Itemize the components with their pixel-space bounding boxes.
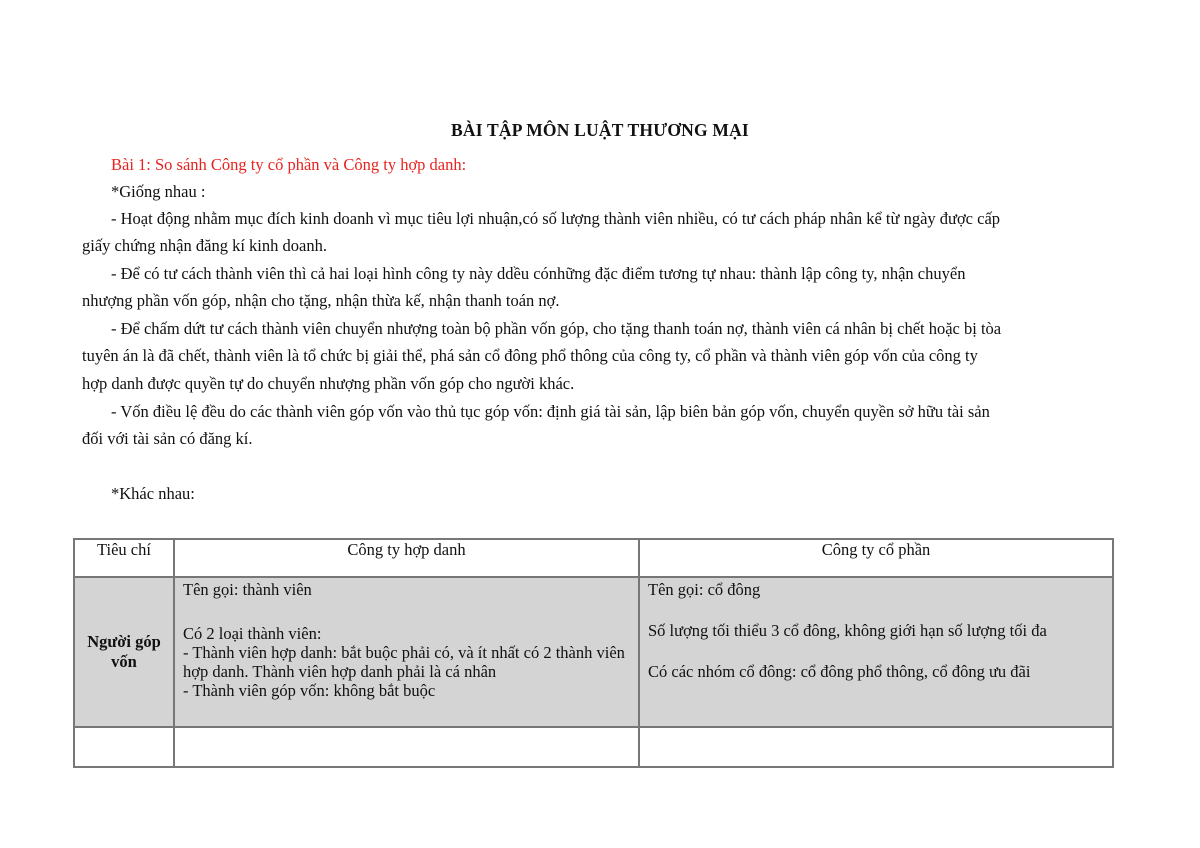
cell-text: Tên gọi: cổ đông <box>648 580 761 599</box>
different-label: *Khác nhau: <box>111 484 195 503</box>
paragraph-line: tuyên án là đã chết, thành viên là tổ chức bị giải thể, phá sản cổ đông phổ thông của công ty, cổ phần và thành viên góp vốn của công ty <box>82 346 978 365</box>
row-criterion: Người góp vốn <box>74 577 174 727</box>
table-row <box>74 577 1113 727</box>
comparison-table <box>73 538 1114 768</box>
cell-text: Có các nhóm cổ đông: cổ đông phổ thông, cổ đông ưu đãi <box>648 662 1031 681</box>
cell-text: Tên gọi: thành viên <box>183 580 312 599</box>
paragraph-line: nhượng phần vốn góp, nhận cho tặng, nhận thừa kế, nhận thanh toán nợ. <box>82 291 560 310</box>
table-header-row <box>74 539 1113 577</box>
paragraph-line: - Để chấm dứt tư cách thành viên chuyển nhượng toàn bộ phần vốn góp, cho tặng thanh toán nợ, thành viên cá nhân bị chết hoặc bị tòa <box>111 319 1002 338</box>
cell-co-phan <box>639 577 1113 727</box>
document-title: BÀI TẬP MÔN LUẬT THƯƠNG MẠI <box>451 120 749 140</box>
header-criterion: Tiêu chí <box>74 539 174 577</box>
cell-text: - Thành viên góp vốn: không bắt buộc <box>183 681 436 700</box>
header-co-phan: Công ty cổ phần <box>639 539 1113 577</box>
cell-hop-danh <box>174 577 639 727</box>
table-row-empty <box>74 727 1113 767</box>
paragraph-line: - Để có tư cách thành viên thì cả hai loại hình công ty này ddều cónhững đặc điểm tương tự nhau: thành lập công ty, nhận chuyển <box>111 264 966 283</box>
paragraph-line: - Hoạt động nhằm mục đích kinh doanh vì mục tiêu lợi nhuận,có số lượng thành viên nhiều, có tư cách pháp nhân kể từ ngày được cấp <box>111 209 1001 228</box>
paragraph-line: đối với tài sản có đăng kí. <box>82 429 253 448</box>
cell-text: Số lượng tối thiểu 3 cổ đông, không giới hạn số lượng tối đa <box>648 621 1047 640</box>
exercise-heading: Bài 1: So sánh Công ty cổ phần và Công ty hợp danh: <box>111 155 467 174</box>
cell-text: - Thành viên hợp danh: bắt buộc phải có, và ít nhất có 2 thành viên hợp danh. Thành viên hợp danh phải là cá nhân <box>183 643 625 681</box>
empty-cell <box>639 727 1113 767</box>
empty-cell <box>174 727 639 767</box>
header-hop-danh: Công ty hợp danh <box>174 539 639 577</box>
paragraph-line: hợp danh được quyền tự do chuyển nhượng phần vốn góp cho người khác. <box>82 374 575 393</box>
cell-text: Có 2 loại thành viên: <box>183 624 322 643</box>
empty-cell <box>74 727 174 767</box>
similar-label: *Giống nhau : <box>111 182 206 201</box>
paragraph-line: giấy chứng nhận đăng kí kinh doanh. <box>82 236 327 255</box>
paragraph-line: - Vốn điều lệ đều do các thành viên góp vốn vào thủ tục góp vốn: định giá tài sản, lập biên bản góp vốn, chuyển quyền sở hữu tài sản <box>111 402 990 421</box>
